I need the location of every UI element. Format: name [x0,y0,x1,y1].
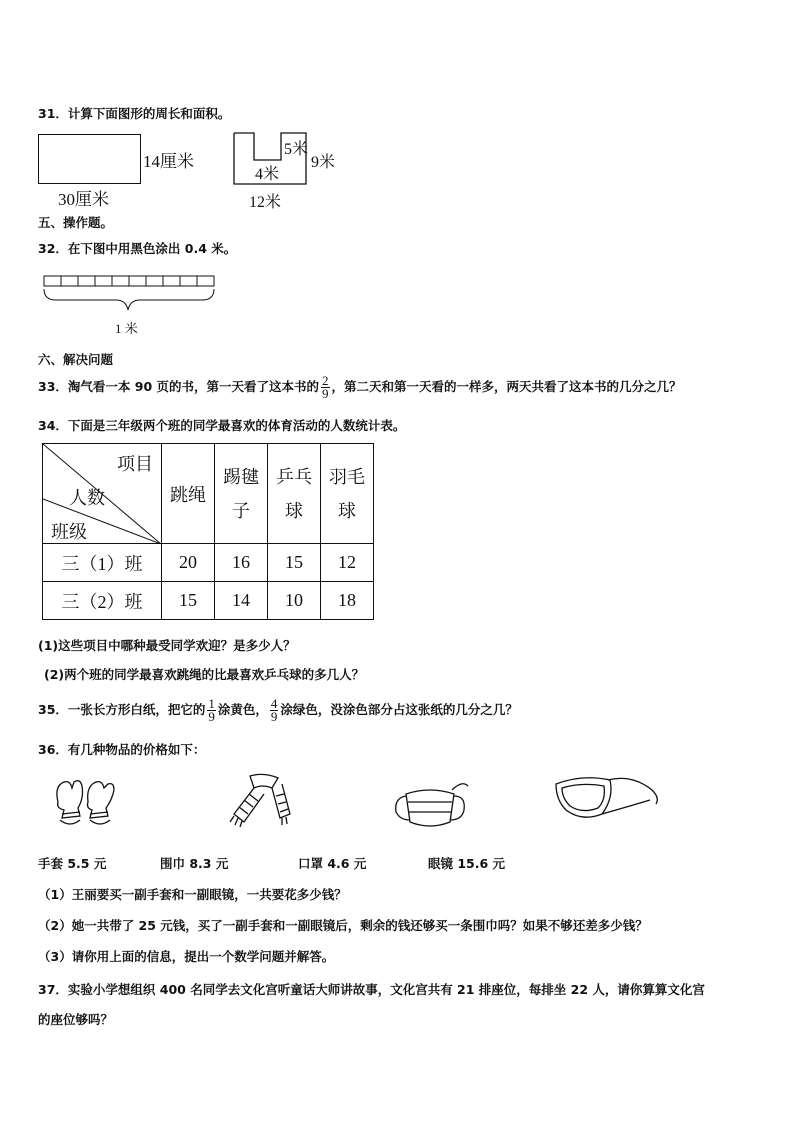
question-37-line-1: 37．实验小学想组织 400 名同学去文化宫听童话大师讲故事，文化宫共有 21 排座位，每排坐 22 人，请你算算文化宫 [38,982,705,997]
question-36-sub-3: （3）请你用上面的信息，提出一个数学问题并解答。 [38,949,335,964]
question-37-line-2: 的座位够吗？ [38,1012,114,1027]
strip-cell [44,276,61,286]
l-width-label: 12米 [249,194,282,211]
header-class: 班级 [51,522,87,542]
item-price-scarf: 围巾 8.3 元 [160,856,229,871]
question-33 [38,372,682,402]
col-header-shuttlecock: 踢毽 子 [215,444,268,544]
question-35 [38,692,518,728]
strip-cell [95,276,112,286]
gloves-icon [50,772,120,832]
strip-cell [78,276,95,286]
fraction-1-9: $\frac{1}{9}$ [208,696,215,724]
strip-cell [197,276,214,286]
table-diagonal-header [43,444,162,544]
rect-height-label: 14厘米 [143,152,194,171]
q33-text-pre: 33．淘气看一本 90 页的书，第一天看了这本书的 [38,379,319,394]
item-price-mask: 口罩 4.6 元 [298,856,367,871]
strip-cell [146,276,163,286]
col-header-badminton: 羽毛 球 [321,444,374,544]
scarf-icon [220,770,300,832]
mask-icon [392,772,472,834]
fraction-2-9: $\frac{2}{9}$ [322,373,329,401]
item-price-glasses: 眼镜 15.6 元 [428,856,506,871]
cell-value: 10 [268,582,321,620]
section-5-heading: 五、操作题。 [38,215,114,230]
l-inner-label: 4米 [255,166,280,183]
strip-cell [180,276,197,286]
strip-cell [61,276,78,286]
meter-label: 1 米 [115,321,138,336]
col-header-ping-pong: 乒乓 球 [268,444,321,544]
strip-cell [163,276,180,286]
q35-text-pre: 35．一张长方形白纸，把它的 [38,702,206,717]
cell-value: 15 [268,544,321,582]
question-36-sub-1: （1）王丽要买一副手套和一副眼镜，一共要花多少钱？ [38,887,347,902]
l-top-label: 5米 [284,141,309,158]
rectangle-figure [38,134,141,184]
col-header-jump-rope: 跳绳 [162,444,215,544]
q35-text-mid: 涂黄色， [217,702,268,717]
cell-value: 14 [215,582,268,620]
cell-value: 16 [215,544,268,582]
question-31: 31．计算下面图形的周长和面积。 [38,106,231,121]
cell-value: 12 [321,544,374,582]
meter-strip [40,272,220,318]
row-class-name: 三（1）班 [43,544,162,582]
cell-value: 18 [321,582,374,620]
question-36: 36．有几种物品的价格如下： [38,742,206,757]
rect-width-label: 30厘米 [58,190,109,209]
question-34: 34．下面是三年级两个班的同学最喜欢的体育活动的人数统计表。 [38,418,406,433]
question-36-sub-2: （2）她一共带了 25 元钱，买了一副手套和一副眼镜后，剩余的钱还够买一条围巾吗？如果不够还差多少钱？ [38,918,648,933]
sports-stat-table [42,443,374,620]
glasses-icon [552,770,664,832]
question-32: 32．在下图中用黑色涂出 0.4 米。 [38,241,237,256]
q35-text-post: 涂绿色，没涂色部分占这张纸的几分之几？ [280,702,518,717]
table-row [43,544,374,582]
header-item: 项目 [117,454,153,474]
l-height-label: 9米 [311,154,336,171]
section-6-heading: 六、解决问题 [38,352,114,367]
strip-cell [112,276,129,286]
row-class-name: 三（2）班 [43,582,162,620]
question-34-sub-2: (2)两个班的同学最喜欢跳绳的比最喜欢乒乓球的多几人？ [44,667,365,682]
fraction-4-9: $\frac{4}{9}$ [270,696,278,724]
cell-value: 15 [162,582,215,620]
q33-text-post: ，第二天和第一天看的一样多，两天共看了这本书的几分之几？ [331,379,682,394]
item-price-gloves: 手套 5.5 元 [38,856,107,871]
cell-value: 20 [162,544,215,582]
header-people: 人数 [69,488,105,508]
strip-cell [129,276,146,286]
question-34-sub-1: (1)这些项目中哪种最受同学欢迎？是多少人？ [38,638,296,653]
table-row [43,582,374,620]
